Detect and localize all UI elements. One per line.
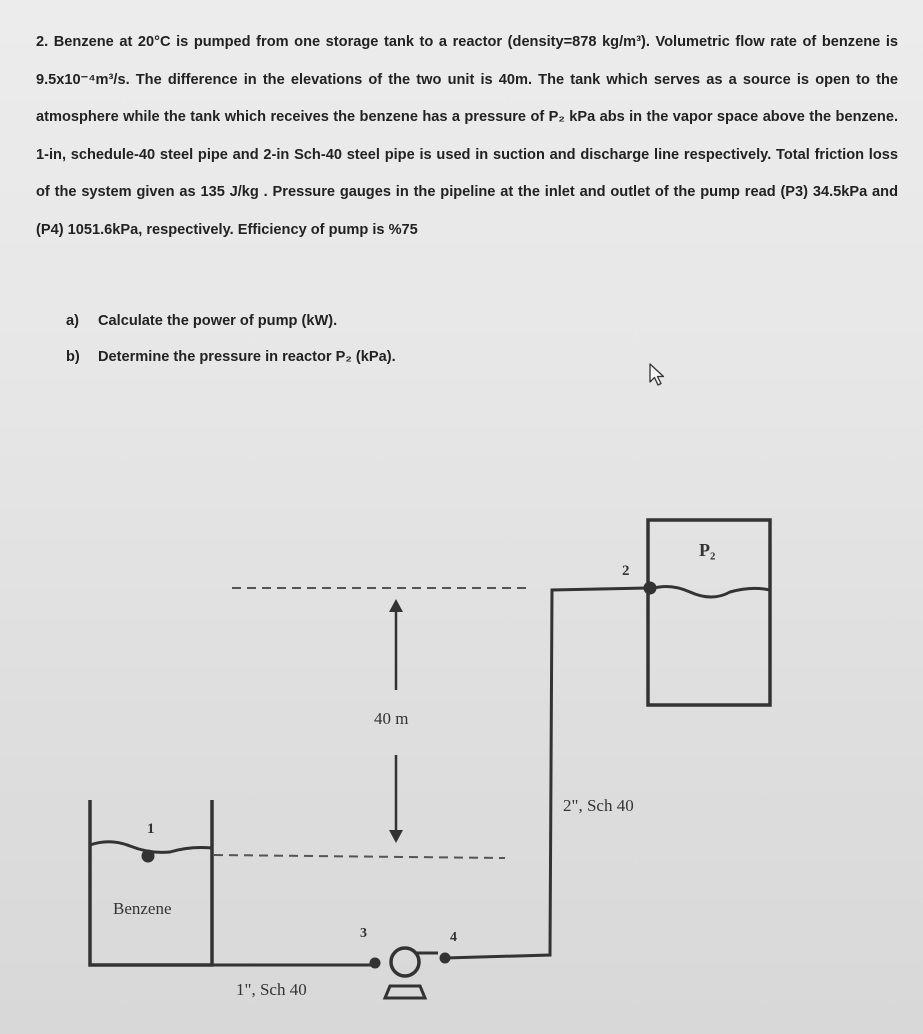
suction-pipe-label: 1", Sch 40 [236, 980, 307, 999]
reactor-pressure-label: P₂ [699, 540, 716, 560]
question-b-mark: b) [66, 349, 80, 365]
lower-level-dashed-line [214, 855, 505, 858]
reactor-liquid-surface [648, 586, 770, 597]
discharge-pipe-label: 2", Sch 40 [563, 796, 634, 815]
problem-text: 2. Benzene at 20°C is pumped from one storage tank to a reactor (density=878 kg/m³). Volumetric flow rate of benzene is 9.5x10⁻⁴m³/s. The difference in the elevations of the two unit is 40m. The tank which serves as a source is open to the atmosphere while the tank which receives the benzene has a pressure of P₂ kPa abs in the vapor space above the benzene. 1-in, schedule-40 steel pipe and 2-in Sch-40 steel pipe is used in suction and discharge line respectively. Total friction loss of the system given as 135 J/kg . Pressure gauges in the pipeline at the inlet and outlet of the pump read (P3) 34.5kPa and (P4) 1051.6kPa, respectively. Efficiency of pump is %75 [36, 34, 898, 238]
source-tank-label: Benzene [113, 899, 172, 918]
point-4-label: 4 [450, 930, 457, 945]
elevation-arrow-up [389, 599, 403, 690]
question-a-text: Calculate the power of pump (kW). [98, 313, 338, 329]
point-3-marker [370, 958, 381, 969]
point-1-marker [142, 850, 155, 863]
point-2-marker [644, 582, 657, 595]
point-1-label: 1 [147, 821, 155, 837]
elevation-arrow-down [389, 755, 403, 843]
point-2-label: 2 [622, 563, 630, 579]
point-3-label: 3 [360, 926, 367, 941]
discharge-pipe [445, 588, 648, 958]
pump-icon [385, 948, 438, 998]
question-a-mark: a) [66, 313, 79, 329]
question-b-text: Determine the pressure in reactor P₂ (kPa). [98, 349, 396, 365]
elevation-label: 40 m [374, 709, 409, 728]
